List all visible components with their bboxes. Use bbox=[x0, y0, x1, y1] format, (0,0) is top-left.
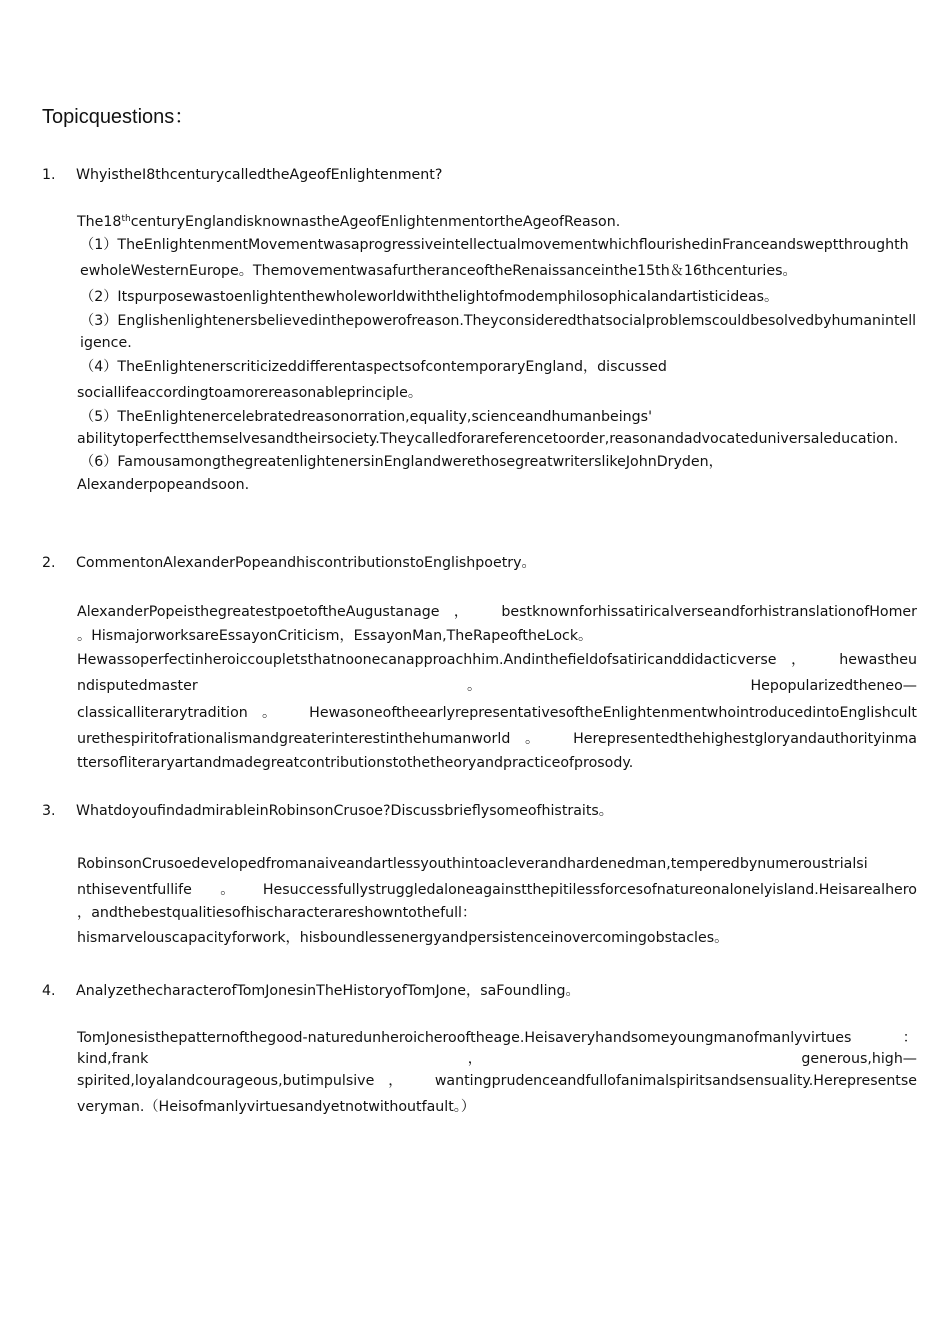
answer-4 bbox=[77, 1028, 917, 1122]
question-text: WhyistheI8thcenturycalledtheAgeofEnlightenment? bbox=[76, 167, 443, 183]
question-number: 3. bbox=[42, 803, 56, 819]
answer-point: （2）Itspurposewastoenlightenthewholeworldwiththelightofmodemphilosophicalandartisticideas。 bbox=[80, 289, 779, 305]
question-text: AnalyzethecharacterofTomJonesinTheHistoryofTomJone，saFoundling。 bbox=[76, 983, 580, 999]
question-2 bbox=[42, 552, 922, 574]
answer-point: （6）FamousamongthegreatenlightenersinEnglandwerethosegreatwriterslikeJohnDryden， bbox=[80, 454, 723, 470]
question-text: CommentonAlexanderPopeandhiscontributionstoEnglishpoetry。 bbox=[76, 555, 536, 571]
question-number: 4. bbox=[42, 983, 56, 999]
answer-point: Alexanderpopeandsoon. bbox=[77, 477, 250, 493]
answer-1 bbox=[77, 212, 917, 496]
answer-point: sociallifeaccordingtoamorereasonableprinciple。 bbox=[77, 385, 423, 401]
answer-point: abilitytoperfectthemselvesandtheirsociety.Theycalledforareferencetoorder,reasonandadvocateduniversaleducation. bbox=[77, 431, 899, 447]
answer-line: ，andthebestqualitiesofhischaracterareshowntothefull： bbox=[77, 905, 477, 921]
answer-line: AlexanderPopeisthegreatestpoetoftheAugustanage， bestknownforhissatiricalverseandforhistranslationofHomer bbox=[77, 604, 917, 620]
page-title: Topicquestions： bbox=[42, 106, 195, 128]
answer-line-spread: kind,frank ， generous,high— bbox=[77, 1051, 917, 1067]
answer-2 bbox=[77, 600, 917, 774]
question-3 bbox=[42, 800, 922, 822]
question-number: 2. bbox=[42, 555, 56, 571]
answer-line: hismarvelouscapacityforwork，hisboundlessenergyandpersistenceinovercomingobstacles。 bbox=[77, 930, 729, 946]
answer-intro: The18thcenturyEnglandisknownastheAgeofEnlightenmentortheAgeofReason. bbox=[77, 214, 621, 230]
question-text: WhatdoyoufindadmirableinRobinsonCrusoe?Discussbrieflysomeofhistraits。 bbox=[76, 803, 613, 819]
answer-line: classicalliterarytradition。 HewasoneoftheearlyrepresentativesoftheEnlightenmentwhointroducedintoEnglishcult bbox=[77, 705, 917, 721]
answer-line: ttersofliteraryartandmadegreatcontributionstothetheoryandpracticeofprosody. bbox=[77, 755, 634, 771]
question-1 bbox=[42, 164, 922, 186]
answer-point: （3）Englishenlightenersbelievedinthepowerofreason.Theyconsideredthatsocialproblemscouldbesolvedbyhumanintelligence. bbox=[80, 313, 917, 351]
answer-line: Hewassoperfectinheroiccoupletsthatnoonecanapproachhim.Andinthefieldofsatiricanddidacticverse， hewastheu bbox=[77, 652, 917, 668]
answer-line: spirited,loyalandcourageous,butimpulsive， wantingprudenceandfullofanimalspiritsandsensuality.Herepresentse bbox=[77, 1073, 917, 1089]
answer-line: RobinsonCrusoedevelopedfromanaivеandartlessyouthintoacleverandhardenedman,temperedbynumeroustrialsi bbox=[77, 856, 868, 872]
answer-line-spread: ndisputedmaster 。 Hepopularizedtheneo— bbox=[77, 678, 917, 694]
answer-3 bbox=[77, 850, 917, 952]
answer-line: TomJonesisthepatternofthegood-naturedunheroicherooftheage.Heisaveryhandsomeyoungmanofmanlyvirtues ： bbox=[77, 1030, 917, 1046]
answer-point: （1）TheEnlightenmentMovementwasaprogressiveintellectualmovementwhichflourishedinFranceandsweptthroughthewholeWesternEurope。ThemovementwasafurtheranceoftheRenaissanceinthe15th＆16thcenturies。 bbox=[80, 237, 909, 279]
answer-point: （5）TheEnlightenercelebratedreasonorration,equality,scienceandhumanbeings' bbox=[80, 409, 652, 425]
question-4 bbox=[42, 980, 922, 1002]
question-number: 1. bbox=[42, 167, 56, 183]
answer-point: （4）TheEnlightenerscriticizeddifferentaspectsofcontemporaryEngland，discussed bbox=[80, 359, 667, 375]
answer-line: nthiseventfullife。Hesuccessfullystruggledaloneagainstthepitilessforcesofnatureonalonelyisland.Heisarealhero bbox=[77, 882, 917, 898]
answer-line: veryman.（Heisofmanlyvirtuesandyetnotwithoutfault。） bbox=[77, 1099, 476, 1115]
answer-line: 。HismajorworksareEssayonCriticism，EssayonMan,TheRapeoftheLock。 bbox=[77, 628, 593, 644]
answer-line: urethespiritofrationalismandgreaterinterestinthehumanworld。 Herepresentedthehighestgloryandauthorityinma bbox=[77, 731, 917, 747]
